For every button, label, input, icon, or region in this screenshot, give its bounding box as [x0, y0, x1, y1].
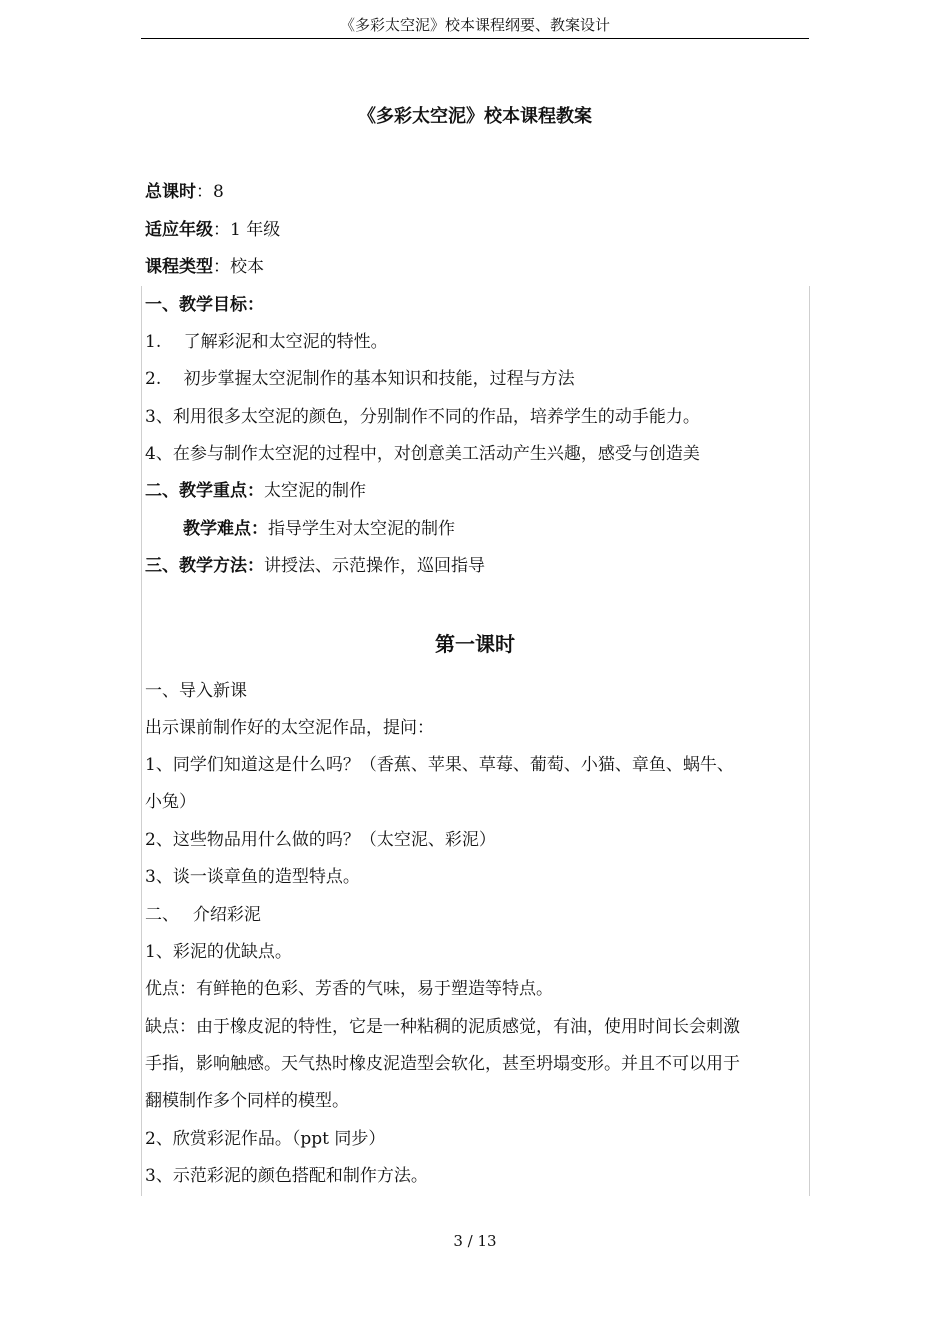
total-hours-value: 8 [213, 182, 224, 202]
course-type-label: 课程类型 [145, 257, 213, 277]
difficulty-value: 指导学生对太空泥的制作 [268, 519, 455, 539]
difficulty-point [183, 517, 455, 541]
objective-2: 2. 初步掌握太空泥制作的基本知识和技能，过程与方法 [145, 369, 575, 389]
methods-value: 讲授法、示范操作，巡回指导 [264, 556, 485, 576]
lesson-line: 二、 介绍彩泥 [145, 905, 261, 925]
document-title: 《多彩太空泥》校本课程教案 [358, 106, 592, 127]
lesson-title: 第一课时 [435, 632, 515, 656]
total-hours-label: 总课时 [145, 182, 196, 202]
key-point-label: 二、教学重点： [145, 481, 264, 501]
course-type-value: 校本 [230, 257, 264, 277]
methods-label: 三、教学方法： [145, 556, 264, 576]
lesson-line: 1、彩泥的优缺点。 [145, 942, 292, 962]
page-number: 3 / 13 [453, 1232, 497, 1250]
lesson-line: 手指，影响触感。天气热时橡皮泥造型会软化，甚至坍塌变形。并且不可以用于 [145, 1054, 740, 1074]
course-type-sep: ： [213, 257, 230, 277]
key-point-value: 太空泥的制作 [264, 481, 366, 501]
total-hours-sep: ： [196, 182, 213, 202]
lesson-line: 2、欣赏彩泥作品。（ppt 同步） [145, 1129, 386, 1149]
lesson-line: 缺点：由于橡皮泥的特性，它是一种粘稠的泥质感觉，有油，使用时间长会刺激 [145, 1017, 740, 1037]
page-header: 《多彩太空泥》校本课程纲要、教案设计 [339, 16, 610, 34]
lesson-line: 2、这些物品用什么做的吗？（太空泥、彩泥） [145, 830, 496, 850]
lesson-line: 小兔） [145, 792, 196, 812]
course-type [145, 255, 264, 279]
difficulty-label: 教学难点： [183, 519, 268, 539]
grade-value: 1 年级 [230, 220, 281, 240]
key-point [145, 479, 366, 503]
teaching-methods [145, 554, 485, 578]
grade [145, 218, 280, 242]
objectives-heading: 一、教学目标： [145, 295, 264, 315]
lesson-line: 1、同学们知道这是什么吗？（香蕉、苹果、草莓、葡萄、小猫、章鱼、蜗牛、 [145, 755, 734, 775]
lesson-line: 出示课前制作好的太空泥作品，提问： [145, 718, 434, 738]
lesson-line: 3、示范彩泥的颜色搭配和制作方法。 [145, 1166, 428, 1186]
lesson-line: 优点：有鲜艳的色彩、芳香的气味，易于塑造等特点。 [145, 979, 553, 999]
grade-label: 适应年级 [145, 220, 213, 240]
grade-sep: ： [213, 220, 230, 240]
header-rule [141, 38, 809, 39]
lesson-line: 3、谈一谈章鱼的造型特点。 [145, 867, 360, 887]
lesson-line: 翻模制作多个同样的模型。 [145, 1091, 349, 1111]
objective-1: 1. 了解彩泥和太空泥的特性。 [145, 332, 388, 352]
lesson-line: 一、导入新课 [145, 681, 247, 701]
objective-3: 3、利用很多太空泥的颜色，分别制作不同的作品，培养学生的动手能力。 [145, 407, 700, 427]
total-hours [145, 180, 224, 204]
objective-4: 4、在参与制作太空泥的过程中，对创意美工活动产生兴趣，感受与创造美 [145, 444, 700, 464]
